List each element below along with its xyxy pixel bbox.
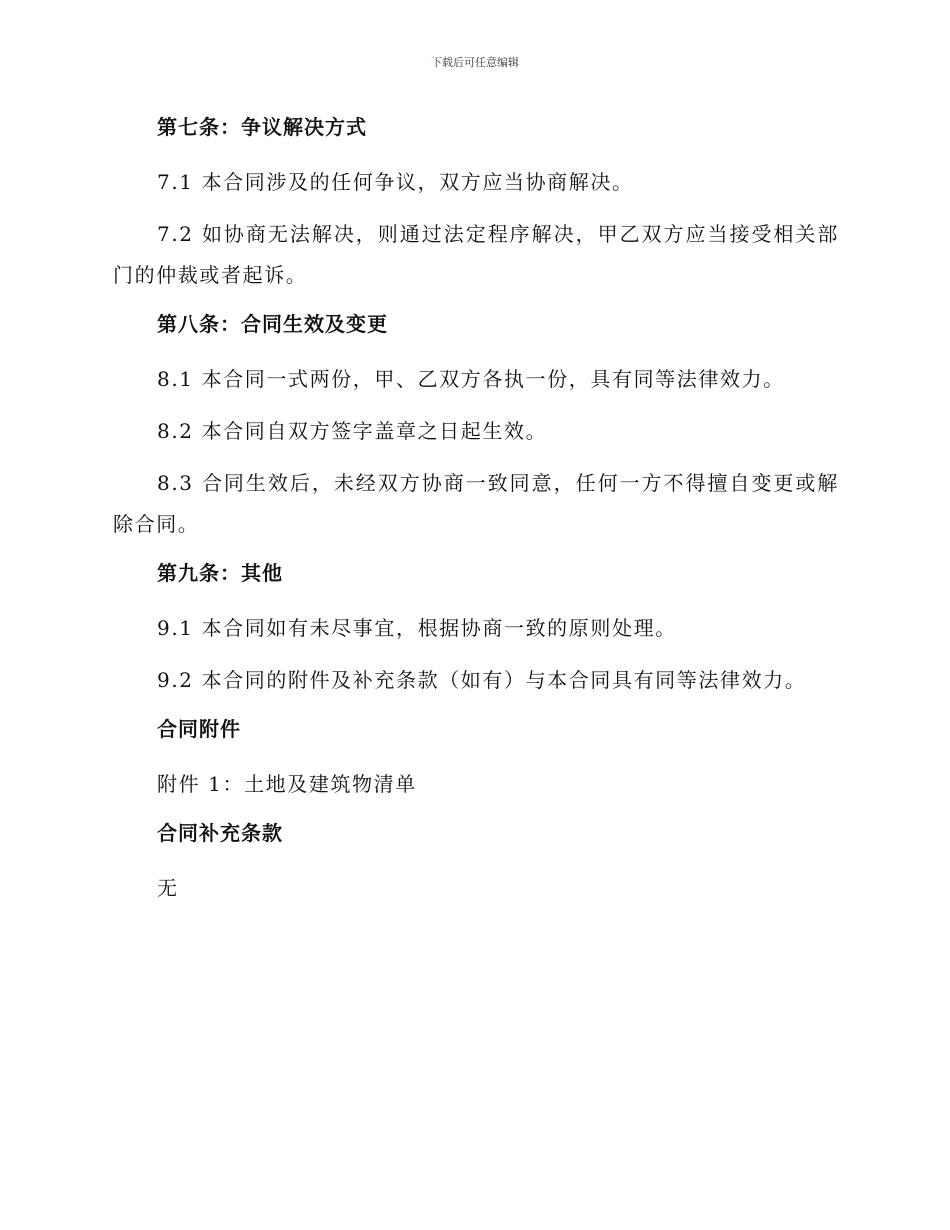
section-heading: 第九条：其他 <box>157 561 283 585</box>
header-note: 下载后可任意编辑 <box>431 56 519 69</box>
section-supplement <box>113 816 839 909</box>
supplement-text: 无 <box>157 876 179 900</box>
clause-7-1: 7.1 本合同涉及的任何争议，双方应当协商解决。 <box>157 170 634 194</box>
section-heading: 合同附件 <box>157 717 241 741</box>
section-heading: 第八条：合同生效及变更 <box>157 312 388 336</box>
clause-8-3: 8.3 合同生效后，未经双方协商一致同意，任何一方不得擅自变更或解除合同。 <box>113 471 839 536</box>
clause-8-2: 8.2 本合同自双方签字盖章之日起生效。 <box>157 419 548 443</box>
section-heading: 第七条：争议解决方式 <box>157 115 367 139</box>
document-body <box>113 110 839 920</box>
clause-9-1: 9.1 本合同如有未尽事宜，根据协商一致的原则处理。 <box>157 616 677 640</box>
section-8 <box>113 307 839 545</box>
clause-9-2: 9.2 本合同的附件及补充条款（如有）与本合同具有同等法律效力。 <box>157 668 807 692</box>
section-7 <box>113 110 839 296</box>
attachment-item: 附件 1：土地及建筑物清单 <box>157 772 417 796</box>
section-attachments <box>113 712 839 805</box>
clause-8-1: 8.1 本合同一式两份，甲、乙双方各执一份，具有同等法律效力。 <box>157 367 785 391</box>
clause-7-2: 7.2 如协商无法解决，则通过法定程序解决，甲乙双方应当接受相关部门的仲裁或者起诉。 <box>113 222 839 287</box>
section-9 <box>113 556 839 701</box>
section-heading: 合同补充条款 <box>157 821 283 845</box>
